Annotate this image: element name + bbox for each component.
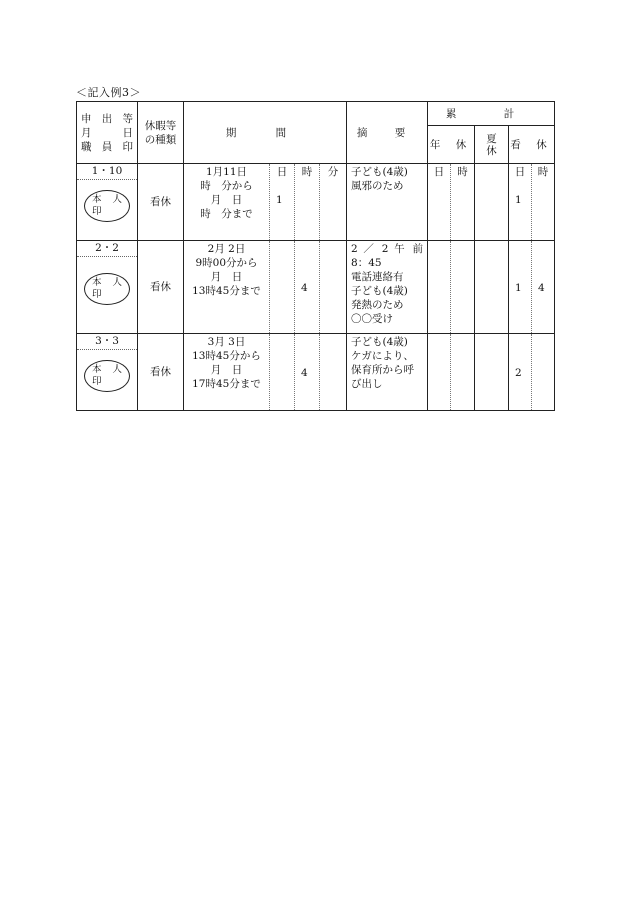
summary-line: 〇〇受け — [351, 313, 394, 325]
nursing-days-value: 2 — [515, 366, 522, 379]
annual-hours-cell — [451, 334, 475, 411]
period-line: 1月11日 — [205, 166, 248, 178]
period-line: 3月 3日 — [207, 336, 246, 348]
summary-line: 風邪のため — [351, 180, 404, 192]
period-line: 月 日 — [210, 271, 243, 283]
summary-line: 電話連絡有 — [351, 271, 404, 283]
summary-cell — [347, 241, 428, 334]
minute-unit-label: 分 — [327, 166, 339, 178]
summer-leave-label: 夏休 — [486, 132, 497, 157]
period-days-cell — [270, 241, 295, 334]
seal-char: 本 — [92, 364, 102, 375]
personal-seal-stamp — [84, 273, 130, 305]
summary-line: 発熱のため — [351, 299, 404, 311]
nursing-hours-cell — [532, 164, 555, 241]
summary-line: 子ども(4歳) — [351, 336, 408, 348]
application-date: 2・2 — [77, 241, 137, 257]
applicant-cell — [77, 334, 138, 411]
period-line: 13時45分まで — [192, 285, 261, 297]
summary-cell — [347, 334, 428, 411]
period-minutes-cell — [320, 334, 347, 411]
period-line: 13時45分から — [192, 350, 261, 362]
seal-char: 本 — [92, 277, 102, 288]
seal-char: 人 — [112, 194, 122, 205]
summer-leave-header — [475, 126, 509, 164]
nursing-hours-cell — [532, 241, 555, 334]
table-row — [77, 334, 555, 411]
form-example-heading: ＜記入例3＞ — [76, 86, 141, 99]
period-days-cell — [270, 334, 295, 411]
nursing-days-value: 1 — [515, 194, 522, 206]
hour-unit-label: 時 — [301, 166, 313, 178]
annual-leave-header: 年 休 — [428, 126, 475, 164]
day-unit-label: 日 — [276, 166, 288, 178]
application-date: 3・3 — [77, 334, 137, 350]
leave-type-header-line2: の種類 — [144, 133, 177, 146]
annual-days-cell — [428, 241, 451, 334]
period-hours-cell — [295, 334, 320, 411]
period-hours-cell — [295, 164, 320, 241]
personal-seal-stamp — [84, 360, 130, 392]
personal-seal-stamp — [84, 190, 130, 222]
period-days-value: 1 — [276, 194, 283, 206]
header-row-1 — [77, 102, 555, 126]
table-row — [77, 164, 555, 241]
summary-line: 8：45 — [351, 257, 382, 269]
nursing-days-value: 1 — [515, 281, 522, 294]
period-header: 期 間 — [184, 102, 347, 164]
summer-cell — [475, 334, 509, 411]
period-minutes-cell — [320, 241, 347, 334]
annual-hours-cell — [451, 164, 475, 241]
period-cell — [184, 164, 270, 241]
annual-hours-cell — [451, 241, 475, 334]
leave-type-header — [138, 102, 184, 164]
summary-cell — [347, 164, 428, 241]
nursing-leave-header: 看 休 — [509, 126, 555, 164]
leave-type-cell: 看休 — [138, 241, 184, 334]
day-unit-label: 日 — [433, 166, 445, 178]
hour-unit-label: 時 — [457, 166, 468, 178]
seal-char: 人 — [112, 277, 122, 288]
nursing-days-cell — [509, 164, 532, 241]
period-line: 時 分まで — [200, 208, 253, 220]
hour-unit-label: 時 — [537, 166, 549, 178]
applicant-header-line2: 月 日 — [81, 126, 133, 139]
seal-char: 印 — [92, 376, 102, 387]
annual-days-cell — [428, 334, 451, 411]
seal-char: 印 — [92, 289, 102, 300]
table-row — [77, 241, 555, 334]
period-hours-value: 4 — [301, 281, 308, 294]
seal-char: 本 — [92, 194, 102, 205]
period-line: 時 分から — [200, 180, 253, 192]
seal-char: 印 — [92, 206, 102, 217]
cumulative-header: 累 計 — [428, 102, 555, 126]
leave-type-cell: 看休 — [138, 334, 184, 411]
summary-line: ケガにより、 — [351, 350, 414, 362]
application-date: 1・10 — [77, 164, 137, 180]
period-hours-cell — [295, 241, 320, 334]
summer-cell — [475, 241, 509, 334]
annual-days-cell — [428, 164, 451, 241]
applicant-cell — [77, 164, 138, 241]
applicant-header-line3: 職 員 印 — [81, 140, 133, 153]
summary-header: 摘 要 — [347, 102, 428, 164]
applicant-header-line1: 申 出 等 — [81, 112, 133, 125]
period-cell — [184, 241, 270, 334]
seal-char: 人 — [112, 364, 122, 375]
period-line: 2月 2日 — [207, 243, 246, 255]
summary-line: 2 ／ 2 午 前 — [351, 243, 424, 255]
leave-type-cell: 看休 — [138, 164, 184, 241]
nursing-hours-cell — [532, 334, 555, 411]
summary-line: び出し — [351, 378, 383, 390]
period-minutes-cell — [320, 164, 347, 241]
nursing-days-cell — [509, 241, 532, 334]
summary-line: 子ども(4歳) — [351, 285, 408, 297]
day-unit-label: 日 — [514, 166, 526, 178]
nursing-days-cell — [509, 334, 532, 411]
summer-cell — [475, 164, 509, 241]
applicant-header — [77, 102, 138, 164]
nursing-hours-value: 4 — [538, 281, 545, 294]
applicant-cell — [77, 241, 138, 334]
leave-record-table — [76, 101, 555, 411]
period-days-cell — [270, 164, 295, 241]
summary-line: 子ども(4歳) — [351, 166, 408, 178]
summary-line: 保育所から呼 — [351, 364, 415, 376]
period-line: 9時00分から — [195, 257, 258, 269]
period-cell — [184, 334, 270, 411]
period-line: 17時45分まで — [192, 378, 261, 390]
period-line: 月 日 — [210, 194, 243, 206]
period-hours-value: 4 — [301, 366, 308, 379]
period-line: 月 日 — [210, 364, 243, 376]
leave-type-header-line1: 休暇等 — [144, 119, 177, 132]
